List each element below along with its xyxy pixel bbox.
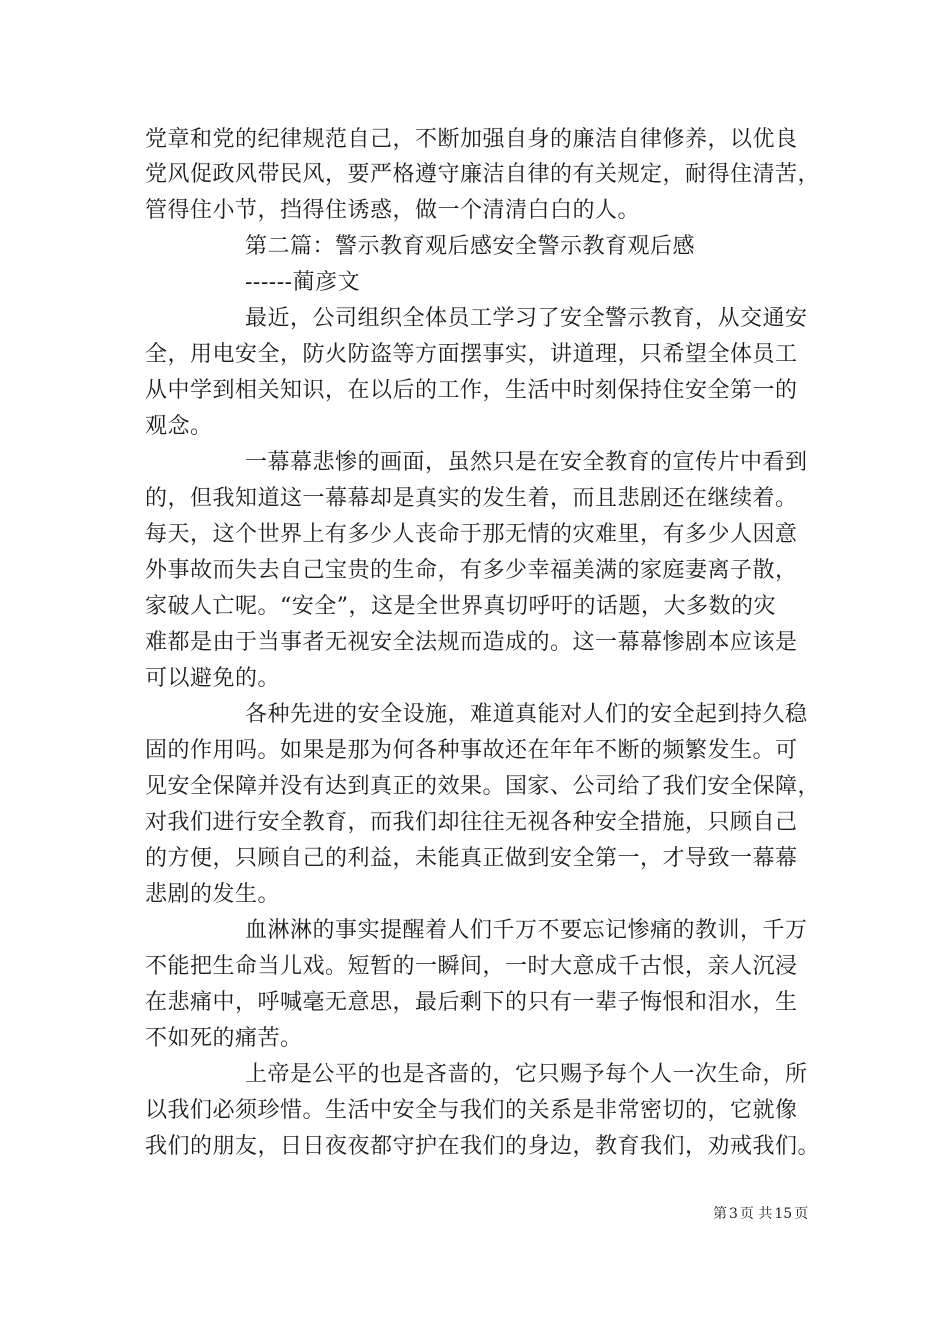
text-line: 从中学到相关知识，在以后的工作，生活中时刻保持住安全第一的 (145, 378, 798, 403)
text-line: 的方便，只顾自己的利益，未能真正做到安全第一，才导致一幕幕 (145, 846, 798, 871)
text-line: 管得住小节，挡得住诱惑，做一个清清白白的人。 (145, 198, 641, 223)
page-footer (712, 1205, 809, 1223)
text-line: 我们的朋友，日日夜夜都守护在我们的身边，教育我们，劝戒我们。 (145, 1134, 821, 1159)
text-line: 每天，这个世界上有多少人丧命于那无情的灾难里，有多少人因意 (145, 522, 798, 547)
text-line: 在悲痛中，呼喊毫无意思，最后剩下的只有一辈子悔恨和泪水，生 (145, 990, 798, 1015)
text-line: 悲剧的发生。 (145, 882, 281, 907)
text-line: 全，用电安全，防火防盗等方面摆事实，讲道理，只希望全体员工 (145, 342, 798, 367)
footer-prefix: 第 (713, 1206, 727, 1222)
text-line: 上帝是公平的也是吝啬的，它只赐予每个人一次生命，所 (245, 1062, 808, 1087)
text-line: 最近，公司组织全体员工学习了安全警示教育，从交通安 (245, 306, 808, 331)
text-line: 难都是由于当事者无视安全法规而造成的。这一幕幕惨剧本应该是 (145, 630, 798, 655)
text-line: 可以避免的。 (145, 666, 281, 691)
text-line: 对我们进行安全教育，而我们却往往无视各种安全措施，只顾自己 (145, 810, 798, 835)
current-page-number: 3 (729, 1206, 738, 1222)
author-line: ------蔺彦文 (245, 270, 361, 295)
text-line: 血淋淋的事实提醒着人们千万不要忘记惨痛的教训，千万 (245, 918, 808, 943)
footer-middle: 页 共 (739, 1206, 773, 1222)
footer-suffix: 页 (794, 1206, 809, 1222)
text-line: 党章和党的纪律规范自己，不断加强自身的廉洁自律修养，以优良 (145, 127, 798, 152)
text-line: 外事故而失去自己宝贵的生命，有多少幸福美满的家庭妻离子散， (145, 558, 798, 583)
section-heading: 第二篇：警示教育观后感安全警示教育观后感 (245, 234, 696, 259)
total-pages-number: 15 (774, 1206, 793, 1222)
text-line: 不如死的痛苦。 (145, 1026, 303, 1051)
text-line: 一幕幕悲惨的画面，虽然只是在安全教育的宣传片中看到 (245, 450, 808, 475)
text-line: 各种先进的安全设施，难道真能对人们的安全起到持久稳 (245, 702, 808, 727)
text-line: 的，但我知道这一幕幕却是真实的发生着，而且悲剧还在继续着。 (145, 486, 798, 511)
text-line: 党风促政风带民风，要严格遵守廉洁自律的有关规定，耐得住清苦， (145, 162, 821, 187)
text-line: 固的作用吗。如果是那为何各种事故还在年年不断的频繁发生。可 (145, 738, 798, 763)
text-line: 家破人亡呢。“安全”，这是全世界真切呼吁的话题，大多数的灾 (145, 594, 776, 619)
text-line: 以我们必须珍惜。生活中安全与我们的关系是非常密切的，它就像 (145, 1098, 798, 1123)
text-line: 见安全保障并没有达到真正的效果。国家、公司给了我们安全保障， (145, 774, 821, 799)
text-line: 不能把生命当儿戏。短暂的一瞬间，一时大意成千古恨，亲人沉浸 (145, 954, 798, 979)
text-line: 观念。 (145, 414, 213, 439)
